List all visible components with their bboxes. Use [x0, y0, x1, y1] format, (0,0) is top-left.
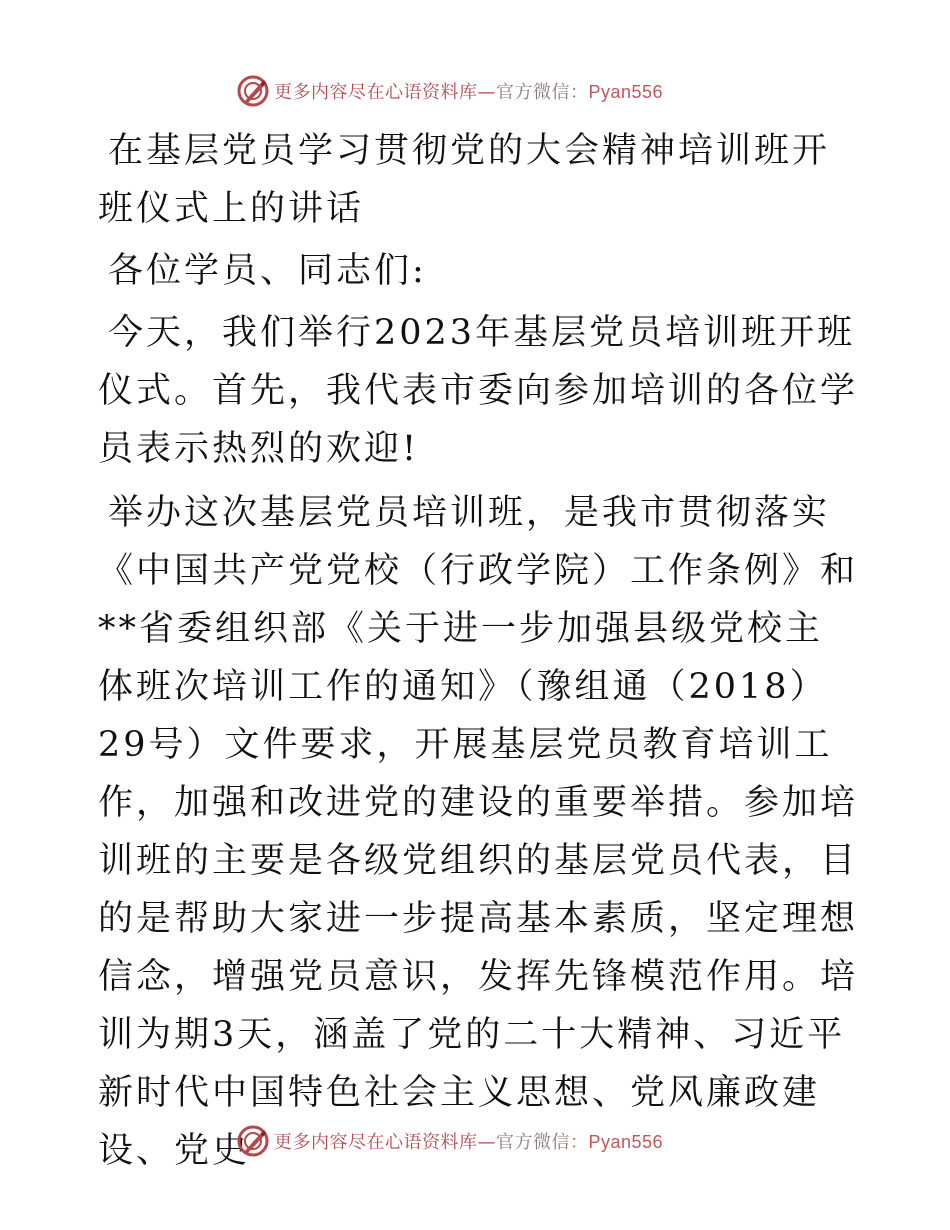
watermark-wechat-label: 官方微信：: [496, 1132, 589, 1153]
watermark-main: 更多内容尽在心语资料库: [274, 1132, 478, 1153]
pen-logo-icon: [236, 74, 270, 108]
document-greeting: 各位学员、同志们:: [108, 251, 427, 291]
watermark-dash: —: [477, 1132, 496, 1153]
watermark-dash: —: [477, 82, 496, 103]
paragraph-2: 举办这次基层党员培训班，是我市贯彻落实《中国共产党党校（行政学院）工作条例》和**省委组织部《关于进一步加强县级党校主体班次培训工作的通知》（豫组通（2018）29号）文件要求，开展基层党员教育培训工作，加强和改进党的建设的重要举措。参加培训班的主要是各级党组织的基层党员代表，目的是帮助大家进一步提高基本素质，坚定理想信念，增强党员意识，发挥先锋模范作用。培训为期3天，涵盖了党的二十大精神、习近平新时代中国特色社会主义思想、党风廉政建设、党史: [98, 493, 859, 1171]
document-title: 在基层党员学习贯彻党的大会精神培训班开班仪式上的讲话: [98, 131, 831, 229]
watermark-text: [274, 1128, 663, 1154]
watermark-wechat-label: 官方微信：: [496, 82, 589, 103]
watermark-main: 更多内容尽在心语资料库: [274, 82, 478, 103]
pen-logo-icon: [236, 1124, 270, 1158]
document-body: [98, 122, 858, 1186]
paragraph-1: 今天，我们举行2023年基层党员培训班开班仪式。首先，我代表市委向参加培训的各位学员表示热烈的欢迎!: [98, 313, 859, 469]
header-watermark: [236, 74, 663, 108]
watermark-text: [274, 78, 663, 104]
footer-watermark: [236, 1124, 663, 1158]
watermark-account: Pyan556: [588, 82, 664, 102]
watermark-account: Pyan556: [588, 1132, 664, 1152]
